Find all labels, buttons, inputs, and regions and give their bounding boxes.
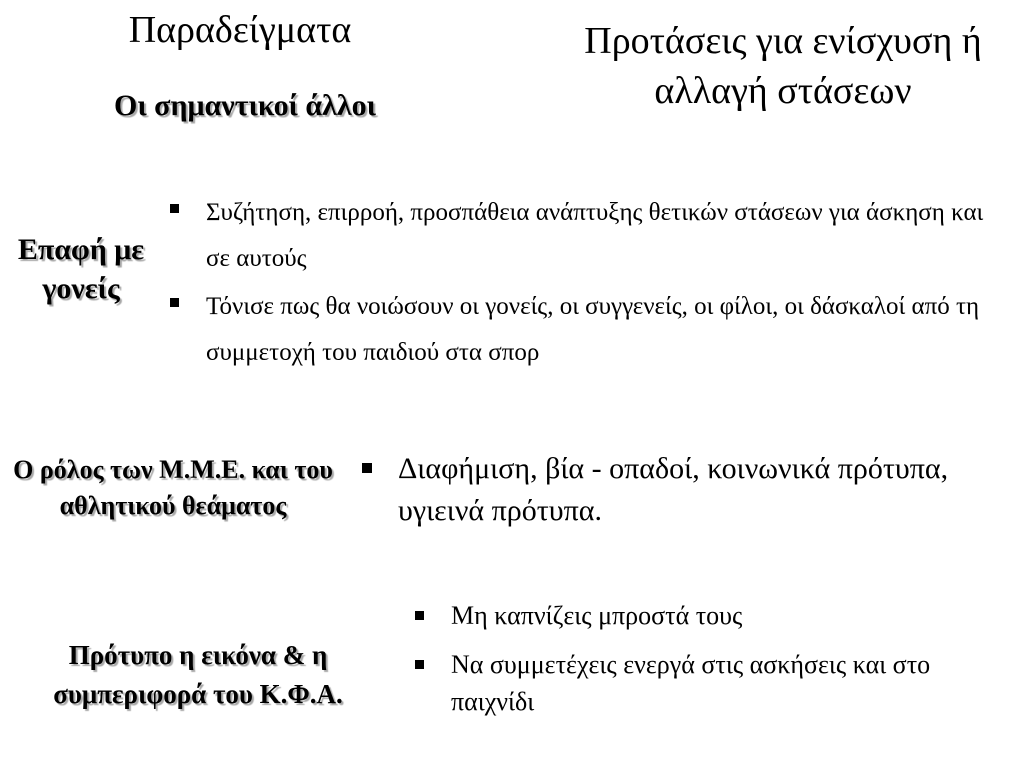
bullet-text: Να συμμετέχεις ενεργά στις ασκήσεις και στο παιχνίδι — [451, 650, 931, 716]
list-item — [415, 646, 1015, 720]
list-item — [415, 597, 1015, 634]
bullet-text: Τόνισε πως θα νοιώσουν οι γονείς, οι συγγενείς, οι φίλοι, οι δάσκαλοί από τη συμμετοχή του παιδιού στα σπορ — [206, 293, 980, 366]
bullet-list-media — [362, 448, 1002, 532]
bullet-text: Διαφήμιση, βία - οπαδοί, κοινωνικά πρότυπα, υγιεινά πρότυπα. — [398, 452, 949, 527]
subtitle-label: Οι σημαντικοί άλλοι — [114, 89, 376, 122]
square-bullet-icon — [362, 463, 372, 473]
bullet-text: Συζήτηση, επιρροή, προσπάθεια ανάπτυξης θετικών στάσεων για άσκηση και σε αυτούς — [206, 199, 984, 272]
square-bullet-icon — [170, 204, 179, 213]
right-title: Προτάσεις για ενίσχυση ή αλλαγή στάσεων — [584, 20, 982, 112]
row-label-parents: Επαφή με γονείς — [17, 233, 145, 305]
square-bullet-icon — [415, 660, 424, 669]
bullet-list-parents — [170, 190, 1010, 378]
row-label-role-model: Πρότυπο η εικόνα & η συμπεριφορά του Κ.Φ.Α. — [53, 640, 343, 709]
bullet-list-role-model — [415, 597, 1015, 732]
list-item — [362, 448, 1002, 532]
square-bullet-icon — [415, 611, 424, 620]
list-item — [170, 284, 1010, 376]
list-item — [170, 190, 1010, 282]
row-label-media: Ο ρόλος των Μ.Μ.Ε. και του αθλητικού θεάματος — [13, 455, 333, 520]
bullet-text: Μη καπνίζεις μπροστά τους — [451, 601, 743, 630]
square-bullet-icon — [170, 298, 179, 307]
left-title: Παραδείγματα — [128, 9, 352, 51]
